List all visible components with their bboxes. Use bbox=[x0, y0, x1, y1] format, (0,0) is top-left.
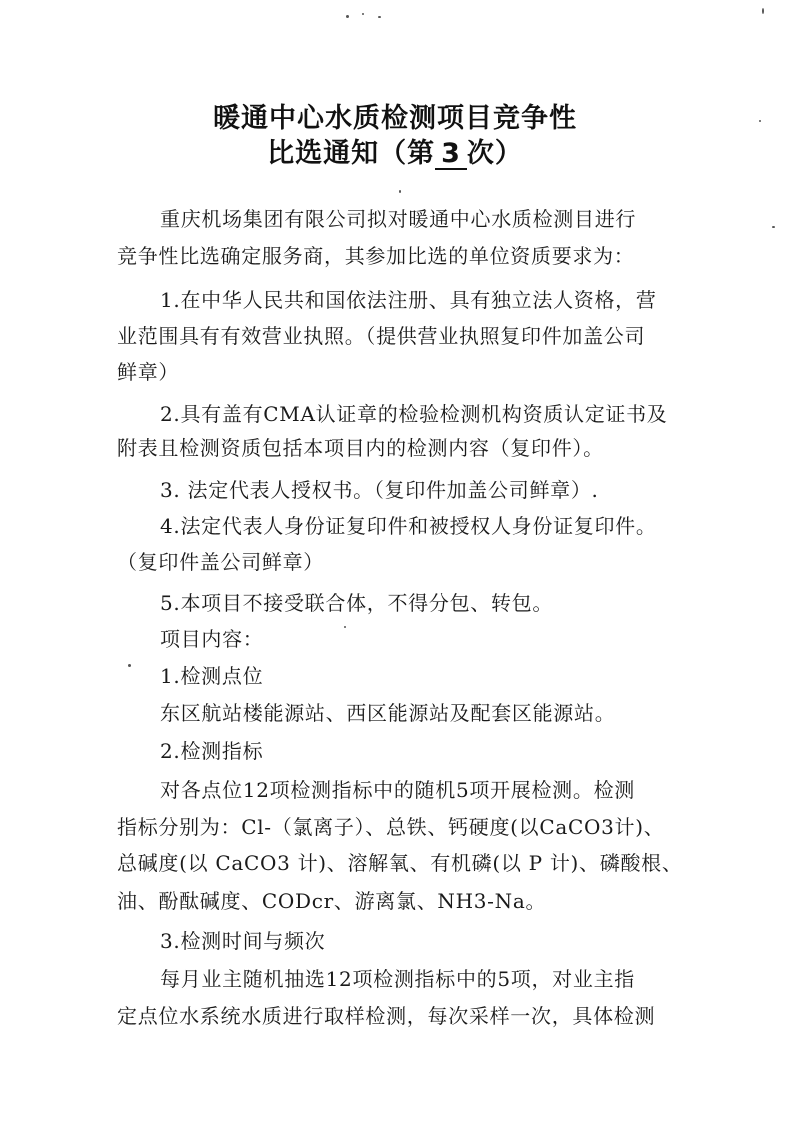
body-line: 4.法定代表人身份证复印件和被授权人身份证复印件。 bbox=[160, 514, 657, 538]
body-line: 1.在中华人民共和国依法注册、具有独立法人资格，营 bbox=[160, 288, 657, 312]
body-line: 竞争性比选确定服务商，其参加比选的单位资质要求为： bbox=[117, 244, 635, 268]
body-line: 定点位水系统水质进行取样检测，每次采样一次，具体检测 bbox=[117, 1004, 656, 1028]
scan-speck bbox=[344, 626, 346, 628]
body-line: 每月业主随机抽选12项检测指标中的5项，对业主指 bbox=[160, 967, 635, 991]
body-line: 鲜章） bbox=[117, 360, 180, 384]
body-line: 2.具有盖有CMA认证章的检验检测机构资质认定证书及 bbox=[160, 402, 668, 426]
scan-speck bbox=[346, 15, 349, 18]
scan-speck bbox=[762, 8, 764, 14]
body-line: 业范围具有有效营业执照。（提供营业执照复印件加盖公司 bbox=[117, 324, 646, 348]
scan-speck bbox=[128, 664, 131, 667]
scan-speck bbox=[772, 226, 775, 228]
body-line: 东区航站楼能源站、西区能源站及配套区能源站。 bbox=[160, 701, 616, 725]
scan-speck bbox=[378, 16, 381, 18]
body-line: 项目内容： bbox=[160, 627, 264, 651]
document-title-line1: 暖通中心水质检测项目竞争性 bbox=[213, 103, 577, 134]
body-line: 5.本项目不接受联合体，不得分包、转包。 bbox=[160, 591, 554, 615]
body-line: 2.检测指标 bbox=[160, 739, 264, 763]
body-line: 指标分别为：Cl-（氯离子）、总铁、钙硬度(以CaCO3计)、 bbox=[117, 815, 665, 839]
body-line: 3.检测时间与频次 bbox=[160, 929, 326, 953]
title-suffix: 次） bbox=[466, 138, 523, 169]
body-line: 附表且检测资质包括本项目内的检测内容（复印件）。 bbox=[117, 436, 604, 460]
body-line: 1.检测点位 bbox=[160, 664, 264, 688]
body-line: （复印件盖公司鲜章） bbox=[117, 550, 324, 574]
body-line: 3. 法定代表人授权书。（复印件加盖公司鲜章）. bbox=[160, 478, 599, 502]
title-prefix: 比选通知（第 bbox=[267, 138, 436, 169]
body-line: 油、酚酞碱度、CODcr、游离氯、NH3-Na。 bbox=[117, 889, 547, 913]
scan-speck bbox=[362, 13, 364, 15]
body-line: 总碱度(以 CaCO3 计)、溶解氧、有机磷(以 P 计)、磷酸根、 bbox=[117, 851, 683, 875]
document-title-line2 bbox=[0, 131, 790, 170]
body-line: 对各点位12项检测指标中的随机5项开展检测。检测 bbox=[160, 778, 635, 802]
scan-speck bbox=[399, 190, 401, 193]
notice-number: 3 bbox=[435, 140, 467, 170]
body-line: 重庆机场集团有限公司拟对暖通中心水质检测目进行 bbox=[160, 207, 637, 231]
